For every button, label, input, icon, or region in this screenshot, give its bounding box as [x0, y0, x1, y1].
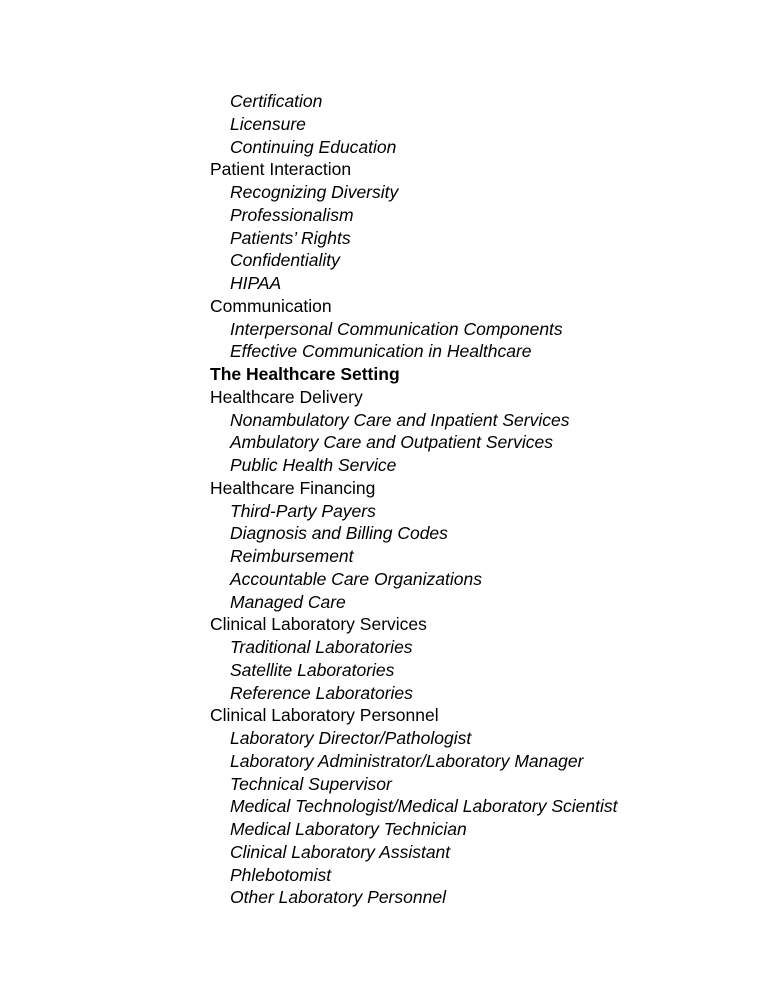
- subtopic-item: Reference Laboratories: [230, 682, 413, 703]
- subtopic-item: Medical Technologist/Medical Laboratory Scientist: [230, 796, 618, 817]
- subtopic-item: Laboratory Director/Pathologist: [230, 728, 472, 748]
- subtopic-item: Confidentiality: [230, 250, 340, 271]
- subtopic-item: Diagnosis and Billing Codes: [230, 523, 448, 544]
- topic-heading: Patient Interaction: [210, 159, 352, 180]
- subtopic-item: Medical Laboratory Technician: [230, 819, 467, 839]
- subtopic-item: Professionalism: [230, 204, 354, 225]
- subtopic-item: Patients’ Rights: [230, 227, 351, 248]
- subtopic-item: Traditional Laboratories: [230, 637, 413, 657]
- subtopic-item: Ambulatory Care and Outpatient Services: [230, 432, 553, 453]
- topic-heading: Clinical Laboratory Personnel: [210, 705, 439, 726]
- subtopic-item: Other Laboratory Personnel: [230, 887, 446, 908]
- subtopic-item: Laboratory Administrator/Laboratory Manager: [230, 750, 584, 771]
- subtopic-item: HIPAA: [230, 273, 282, 293]
- section-heading: The Healthcare Setting: [210, 364, 400, 384]
- subtopic-item: Nonambulatory Care and Inpatient Services: [230, 409, 570, 430]
- topic-heading: Healthcare Financing: [210, 477, 376, 498]
- table-of-contents-outline: [210, 90, 750, 909]
- subtopic-item: Phlebotomist: [230, 864, 332, 885]
- subtopic-item: Clinical Laboratory Assistant: [230, 841, 451, 862]
- topic-heading: Healthcare Delivery: [210, 386, 363, 407]
- subtopic-item: Managed Care: [230, 591, 346, 612]
- subtopic-item: Interpersonal Communication Components: [230, 318, 563, 339]
- subtopic-item: Recognizing Diversity: [230, 182, 399, 202]
- subtopic-item: Satellite Laboratories: [230, 659, 395, 680]
- subtopic-item: Technical Supervisor: [230, 773, 392, 794]
- topic-heading: Communication: [210, 295, 332, 316]
- subtopic-item: Public Health Service: [230, 455, 397, 475]
- subtopic-item: Licensure: [230, 113, 306, 134]
- subtopic-item: Effective Communication in Healthcare: [230, 341, 532, 362]
- subtopic-item: Certification: [230, 91, 323, 111]
- subtopic-item: Reimbursement: [230, 546, 354, 566]
- subtopic-item: Continuing Education: [230, 136, 397, 157]
- subtopic-item: Third-Party Payers: [230, 500, 376, 521]
- topic-heading: Clinical Laboratory Services: [210, 614, 427, 635]
- subtopic-item: Accountable Care Organizations: [230, 568, 482, 589]
